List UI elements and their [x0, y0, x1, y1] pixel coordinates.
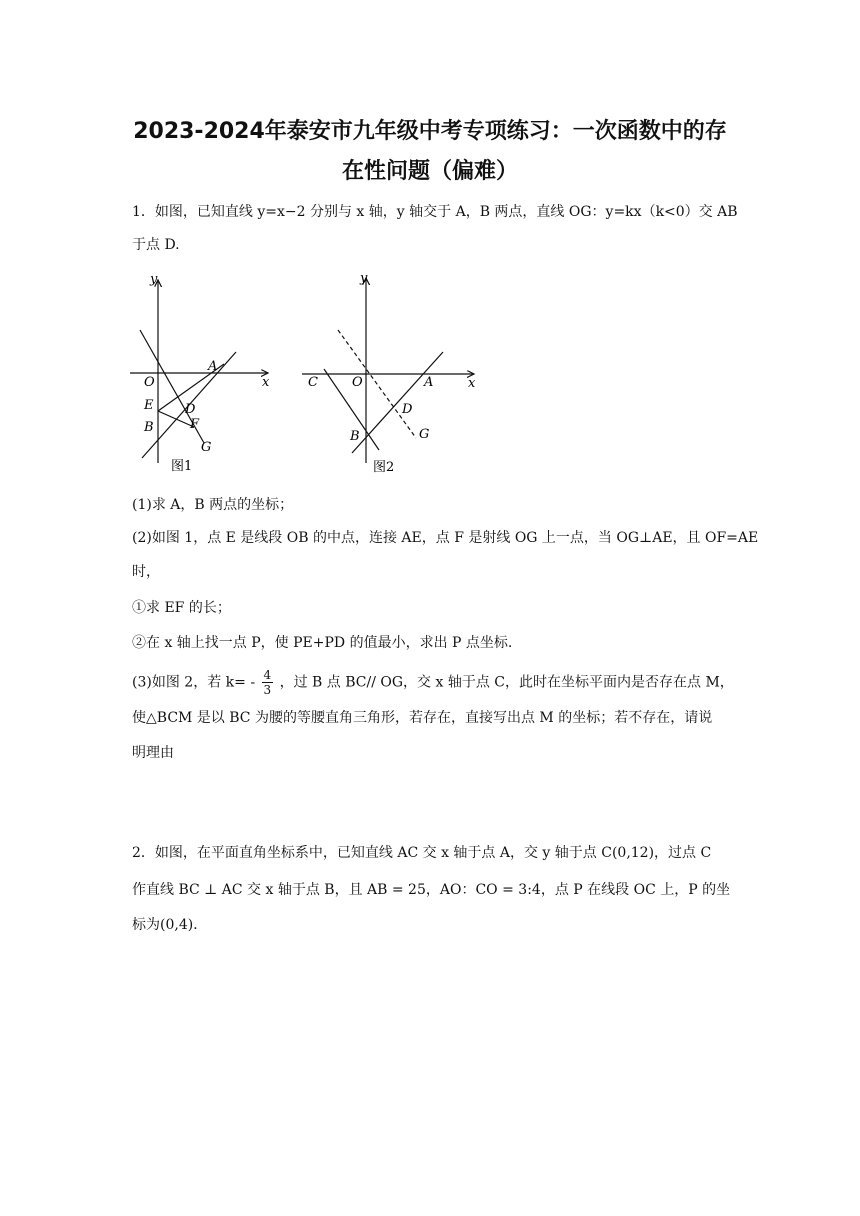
fig2-label-b: B — [350, 429, 360, 444]
fig2-line-og-dashed — [338, 330, 416, 438]
figure-1 — [126, 268, 286, 478]
fraction — [262, 668, 274, 697]
q1-part-2-line-1: (2)如图 1，点 E 是线段 OB 的中点，连接 AE，点 F 是射线 OG 上一点，当 OG⊥AE，且 OF=AE — [132, 530, 759, 546]
q1-part-3-suffix: ，过 B 点 BC// OG，交 x 轴于点 C，此时在坐标平面内是否存在点 M， — [279, 674, 734, 691]
q1-part-3-line-2: 使△BCM 是以 BC 为腰的等腰直角三角形，若存在，直接写出点 M 的坐标；若不存在，请说 — [132, 710, 713, 726]
page-title-line-2: 在性问题（偏难） — [341, 159, 518, 184]
fig1-label-x: x — [262, 375, 270, 390]
fig2-label-x: x — [468, 376, 476, 391]
q1-part-2-sub-2: ②在 x 轴上找一点 P，使 PE+PD 的值最小，求出 P 点坐标. — [132, 635, 513, 651]
figure-2 — [298, 268, 488, 478]
fig1-label-y: y — [150, 272, 158, 287]
q1-part-3-prefix: (3)如图 2，若 k= — [132, 674, 246, 691]
fraction-numerator: 4 — [263, 668, 272, 682]
fig1-label-e: E — [144, 398, 154, 413]
q1-part-3-line-3: 明理由 — [132, 745, 174, 761]
fig1-label-o: O — [144, 375, 155, 390]
q1-part-3-line-1 — [132, 668, 734, 697]
fig2-label-y: y — [360, 271, 368, 286]
fraction-sign: - — [250, 674, 256, 691]
fig1-caption: 图1 — [171, 459, 193, 474]
fig2-caption: 图2 — [373, 460, 395, 475]
q1-part-1: (1)求 A，B 两点的坐标； — [132, 497, 294, 513]
q2-statement-line-3: 标为(0,4)． — [132, 917, 208, 933]
q2-statement-line-1: 2．如图，在平面直角坐标系中，已知直线 AC 交 x 轴于点 A，交 y 轴于点 C(0,12)，过点 C — [132, 845, 712, 861]
fig1-label-a: A — [208, 359, 218, 374]
q1-statement-line-1: 1．如图，已知直线 y=x−2 分别与 x 轴，y 轴交于 A，B 两点，直线 OG：y=kx（k<0）交 AB — [132, 204, 738, 220]
fig2-label-a: A — [424, 375, 434, 390]
q1-part-2-sub-1: ①求 EF 的长； — [132, 600, 231, 616]
fig1-label-g: G — [201, 440, 212, 455]
q2-statement-line-2: 作直线 BC ⊥ AC 交 x 轴于点 B，且 AB = 25，AO：CO = 3:4，点 P 在线段 OC 上，P 的坐 — [132, 882, 731, 898]
fig2-label-d: D — [402, 402, 413, 417]
fig1-label-f: F — [190, 417, 200, 432]
fig1-label-d: D — [185, 402, 196, 417]
page-title-line-1: 2023-2024年泰安市九年级中考专项练习：一次函数中的存 — [133, 119, 727, 144]
fig2-label-c: C — [308, 375, 318, 390]
fraction-denominator: 3 — [263, 683, 272, 697]
fig2-label-o: O — [352, 375, 363, 390]
q1-statement-line-2: 于点 D. — [132, 237, 180, 253]
fig1-label-b: B — [144, 420, 154, 435]
q1-part-2-line-2: 时， — [132, 564, 160, 580]
fig2-label-g: G — [419, 427, 430, 442]
